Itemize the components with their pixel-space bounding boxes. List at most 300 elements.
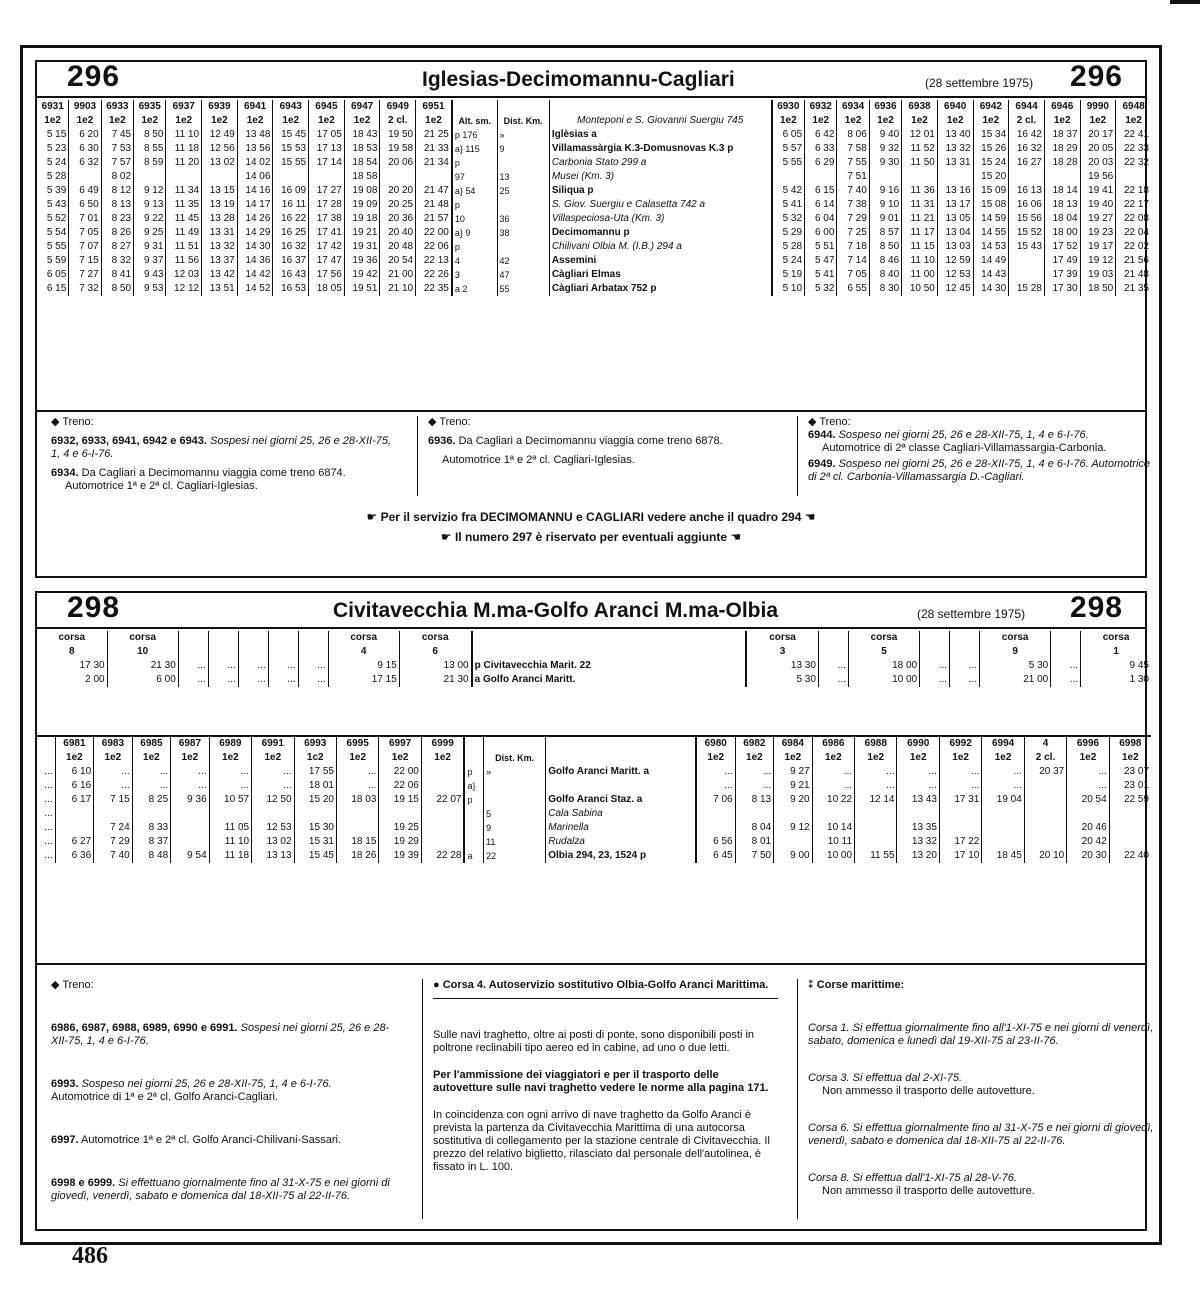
distance: »: [484, 765, 546, 779]
note-text: 6932, 6933, 6941, 6942 e 6943. Sospesi nei giorni 25, 26 e 28-XII-75, 1, 4 e 6-I-76.: [51, 435, 392, 460]
train-number: 6998: [1109, 736, 1151, 751]
timetable-row: [37, 807, 1151, 821]
time-cell: 21 57: [416, 212, 452, 226]
time-cell: 13 56: [237, 142, 273, 156]
time-cell: 12 53: [252, 821, 294, 835]
time-cell: 19 08: [344, 184, 380, 198]
time-cell: 12 50: [252, 793, 294, 807]
time-cell: 10 00: [848, 673, 919, 687]
time-cell: 20 42: [1067, 835, 1109, 849]
time-cell: 14 49: [973, 254, 1009, 268]
time-cell: ...: [1051, 673, 1081, 687]
time-cell: 9 20: [774, 793, 813, 807]
train-number: 6942: [973, 100, 1009, 114]
time-cell: 22 06: [379, 779, 421, 793]
table-date: (28 settembre 1975): [917, 607, 1026, 621]
time-cell: ...: [44, 766, 53, 777]
time-cell: 22 00: [416, 226, 452, 240]
time-cell: ...: [897, 779, 939, 793]
time-cell: 16 42: [1009, 128, 1045, 142]
table-header-298: [37, 593, 1145, 629]
corsa-number-row: [37, 645, 1151, 659]
timetable-row: [37, 198, 1151, 212]
time-cell: 7 58: [837, 142, 869, 156]
time-cell: 16 32: [1009, 142, 1045, 156]
note-text: Automotrice 1ª e 2ª cl. Cagliari-Iglesias.: [65, 480, 258, 492]
time-cell: ...: [855, 765, 897, 779]
time-cell: 13 02: [252, 835, 294, 849]
class-label: 1e2: [421, 751, 464, 765]
time-cell: 14 06: [237, 170, 273, 184]
notes-col-3: [797, 416, 1158, 496]
time-cell: 8 57: [869, 226, 901, 240]
time-cell: [869, 170, 901, 184]
time-cell: 11 21: [902, 212, 938, 226]
train-number: 6982: [735, 736, 774, 751]
time-cell: 19 17: [1080, 240, 1116, 254]
time-cell: 20 36: [380, 212, 416, 226]
note-text: 6936. Da Cagliari a Decimomannu viaggia come treno 6878.: [428, 435, 723, 447]
corsa-label: corsa: [328, 631, 399, 645]
time-cell: 15 56: [1009, 212, 1045, 226]
corsa-label: [238, 631, 268, 645]
timetable-row: [37, 226, 1151, 240]
time-cell: 7 06: [696, 793, 735, 807]
time-cell: [132, 807, 171, 821]
class-label: 2 cl.: [1024, 751, 1066, 765]
time-cell: 2 00: [85, 674, 105, 685]
time-cell: 14 42: [237, 268, 273, 282]
time-cell: 10 00: [812, 849, 854, 863]
time-cell: 18 54: [344, 156, 380, 170]
time-cell: 11 49: [166, 226, 202, 240]
time-cell: 8 32: [101, 254, 133, 268]
time-cell: ...: [94, 779, 133, 793]
time-cell: 16 53: [273, 282, 309, 296]
time-cell: ...: [171, 779, 210, 793]
time-cell: 12 45: [937, 282, 973, 296]
station-name: Villaspeciosa-Uta (Km. 3): [549, 212, 771, 226]
time-cell: 15 43: [1009, 240, 1045, 254]
note-text: 6944. Sospeso nei giorni 25, 26 e 28-XII-75, 1, 4 e 6-I-76.: [808, 429, 1089, 441]
time-cell: [416, 170, 452, 184]
station-header: [472, 645, 747, 659]
time-cell: 5 29: [772, 226, 805, 240]
note-text: Non ammesso il trasporto delle autovetture.: [822, 1185, 1035, 1197]
time-cell: 17 56: [309, 268, 345, 282]
time-cell: 10 50: [902, 282, 938, 296]
time-cell: 8 37: [132, 835, 171, 849]
corsa-number: [238, 645, 268, 659]
time-cell: 22 26: [416, 268, 452, 282]
station-header: [546, 751, 696, 765]
time-cell: 21 10: [380, 282, 416, 296]
time-cell: 12 12: [166, 282, 202, 296]
time-cell: [982, 835, 1024, 849]
time-cell: 6 55: [837, 282, 869, 296]
time-cell: 14 17: [237, 198, 273, 212]
time-cell: 10 11: [812, 835, 854, 849]
time-cell: 5 24: [772, 254, 805, 268]
time-cell: ...: [178, 659, 208, 673]
time-cell: 7 40: [94, 849, 133, 863]
time-cell: [1024, 821, 1066, 835]
time-cell: 19 41: [1080, 184, 1116, 198]
time-cell: 16 22: [273, 212, 309, 226]
table-number-right: 296: [1069, 60, 1123, 93]
corsa-number: 4: [328, 645, 399, 659]
time-cell: [805, 170, 837, 184]
train-number: 6943: [273, 100, 309, 114]
altitude: 10: [452, 212, 497, 226]
corsa-label: [920, 631, 950, 645]
class-label: 1e2: [132, 751, 171, 765]
time-cell: 18 14: [1044, 184, 1080, 198]
time-cell: 16 25: [273, 226, 309, 240]
time-cell: 5 41: [772, 198, 805, 212]
corsa-label: [298, 631, 328, 645]
time-cell: 20 05: [1080, 142, 1116, 156]
distance: 36: [497, 212, 549, 226]
class-label: 1e2: [805, 114, 837, 128]
time-cell: 14 29: [237, 226, 273, 240]
distance: [484, 779, 546, 793]
table-header-296: [37, 62, 1145, 98]
time-cell: 17 28: [309, 198, 345, 212]
class-label: 1e2: [209, 751, 251, 765]
train-number: 6932: [805, 100, 837, 114]
class-label: 1e2: [416, 114, 452, 128]
time-cell: [273, 170, 309, 184]
time-cell: 9 53: [134, 282, 166, 296]
time-cell: ...: [939, 765, 981, 779]
time-cell: 13 02: [202, 156, 238, 170]
class-label: 1e2: [735, 751, 774, 765]
time-cell: 21 48: [1116, 268, 1151, 282]
dist-header: [497, 100, 549, 114]
time-cell: 14 52: [237, 282, 273, 296]
time-cell: 9 10: [869, 198, 901, 212]
time-cell: 15 20: [294, 793, 336, 807]
time-cell: ...: [982, 765, 1024, 779]
time-cell: 22 13: [416, 254, 452, 268]
corsa-label: [268, 631, 298, 645]
time-cell: 7 05: [69, 226, 101, 240]
time-cell: 19 50: [380, 128, 416, 142]
time-cell: [94, 807, 133, 821]
class-label: 1e2: [855, 751, 897, 765]
time-cell: 21 00: [380, 268, 416, 282]
ship-row: [37, 673, 1151, 687]
altitude: a} 54: [452, 184, 497, 198]
time-cell: 17 52: [1044, 240, 1080, 254]
class-label: 1e2: [202, 114, 238, 128]
station-name: Càgliari Arbatax 752 p: [549, 282, 771, 296]
class-label: 1e2: [273, 114, 309, 128]
corsa-number: [268, 645, 298, 659]
class-label: 1e2: [973, 114, 1009, 128]
altitude: a} 9: [452, 226, 497, 240]
train-number: 6939: [202, 100, 238, 114]
ship-row: [37, 659, 1151, 673]
time-cell: 8 27: [101, 240, 133, 254]
time-cell: 15 55: [273, 156, 309, 170]
time-cell: ...: [132, 765, 171, 779]
time-cell: 21 00: [980, 673, 1051, 687]
time-cell: 15 31: [294, 835, 336, 849]
time-cell: 15 30: [294, 821, 336, 835]
time-cell: 7 05: [837, 268, 869, 282]
train-number: 6990: [897, 736, 939, 751]
train-number: 6941: [237, 100, 273, 114]
time-cell: 8 59: [134, 156, 166, 170]
time-cell: [1109, 821, 1151, 835]
time-cell: [774, 807, 813, 821]
class-label: 1e2: [696, 751, 735, 765]
time-cell: ...: [920, 673, 950, 687]
station-name: Musei (Km. 3): [549, 170, 771, 184]
time-cell: ...: [268, 659, 298, 673]
time-cell: [855, 807, 897, 821]
distance: [497, 240, 549, 254]
time-cell: 21 30: [399, 673, 471, 687]
time-cell: 5 23: [46, 143, 67, 154]
time-cell: 8 50: [134, 128, 166, 142]
train-number: 6999: [421, 736, 464, 751]
time-cell: 19 39: [379, 849, 421, 863]
time-cell: 5 41: [805, 268, 837, 282]
time-cell: 12 14: [855, 793, 897, 807]
time-cell: 5 59: [46, 255, 67, 266]
time-cell: 6 15: [805, 184, 837, 198]
time-cell: 7 51: [837, 170, 869, 184]
time-cell: 7 32: [69, 282, 101, 296]
time-cell: 5 51: [805, 240, 837, 254]
note-text: 6997. Automotrice 1ª e 2ª cl. Golfo Aranci-Chilivani-Sassari.: [51, 1134, 342, 1146]
time-cell: 22 18: [1116, 184, 1151, 198]
time-cell: 18 53: [344, 142, 380, 156]
time-cell: 12 59: [937, 254, 973, 268]
time-cell: ...: [252, 765, 294, 779]
time-cell: 5 10: [772, 282, 805, 296]
timetable-row: [37, 849, 1151, 863]
class-label: 1e2: [1044, 114, 1080, 128]
notes-298: [37, 963, 1154, 1231]
time-cell: 8 13: [101, 198, 133, 212]
class-label: 1e2: [237, 114, 273, 128]
time-cell: 8 50: [869, 240, 901, 254]
time-cell: [309, 170, 345, 184]
corsa-label: corsa: [58, 632, 86, 643]
class-label: 1e2: [897, 751, 939, 765]
train-number-row: [37, 736, 1151, 751]
class-label: 1e2: [1116, 114, 1151, 128]
time-cell: 6 27: [55, 835, 94, 849]
distance: [497, 156, 549, 170]
station-header: [472, 631, 747, 645]
time-cell: 18 00: [848, 659, 919, 673]
notes-col-3: [797, 979, 1158, 1219]
ship-station: p Civitavecchia Marit. 22: [472, 659, 747, 673]
corsa-label-row: [37, 631, 1151, 645]
time-cell: 6 32: [69, 156, 101, 170]
time-cell: 6 00: [805, 226, 837, 240]
time-cell: 6 14: [805, 198, 837, 212]
time-cell: 9 16: [869, 184, 901, 198]
table-title: Civitavecchia M.ma-Golfo Aranci M.ma-Olbia: [333, 599, 778, 622]
time-cell: 19 31: [344, 240, 380, 254]
time-cell: 15 09: [973, 184, 1009, 198]
corsa-label: [178, 631, 208, 645]
time-cell: 16 13: [1009, 184, 1045, 198]
time-cell: 17 55: [294, 765, 336, 779]
train-number: 6945: [309, 100, 345, 114]
time-cell: ...: [818, 659, 848, 673]
time-cell: 13 31: [937, 156, 973, 170]
time-cell: 19 51: [344, 282, 380, 296]
altitude: a 2: [452, 282, 497, 296]
time-cell: 15 45: [294, 849, 336, 863]
time-cell: 13 30: [746, 659, 818, 673]
time-cell: [1009, 254, 1045, 268]
note-text: Corsa 8. Si effettua dall'1-XI-75 al 28-V-76.: [808, 1172, 1017, 1184]
time-cell: 22 02: [1116, 240, 1151, 254]
train-number: 6991: [252, 736, 294, 751]
timetable-row: [37, 835, 1151, 849]
time-cell: [937, 170, 973, 184]
distance: 55: [497, 282, 549, 296]
time-cell: ...: [920, 659, 950, 673]
train-number: 6986: [812, 736, 854, 751]
time-cell: [1024, 835, 1066, 849]
time-cell: [55, 821, 94, 835]
time-cell: 22 35: [416, 282, 452, 296]
notes-296: [37, 410, 1151, 507]
note-text: Non ammesso il trasporto delle autovetture.: [822, 1085, 1035, 1097]
station-name: Cala Sabina: [546, 807, 696, 821]
train-number: 6938: [902, 100, 938, 114]
table-date: (28 settembre 1975): [925, 76, 1034, 90]
time-cell: 13 43: [897, 793, 939, 807]
time-cell: 6 45: [696, 849, 735, 863]
timetable-row: [37, 793, 1151, 807]
time-cell: 8 30: [869, 282, 901, 296]
time-cell: 11 36: [902, 184, 938, 198]
time-cell: 12 56: [202, 142, 238, 156]
time-cell: 20 54: [1067, 793, 1109, 807]
train-number: 6937: [166, 100, 202, 114]
note-head: ◆ Treno:: [428, 416, 471, 428]
note-text: In coincidenza con ogni arrivo di nave traghetto da Golfo Aranci è prevista la partenza da Civitavecchia Marittima di una autocorsa sostitutiva di collegamento per la stazione centrale di Civitavecchia. Il prezzo del relativo biglietto, rilasciato dal personale dell'autolinea, è fissato in L. 100.: [433, 1109, 770, 1173]
train-number: 6934: [837, 100, 869, 114]
time-cell: 11 52: [902, 142, 938, 156]
time-cell: 15 20: [973, 170, 1009, 184]
time-cell: 19 12: [1080, 254, 1116, 268]
time-cell: 9 30: [869, 156, 901, 170]
time-cell: ...: [696, 765, 735, 779]
time-cell: 13 51: [202, 282, 238, 296]
time-cell: 21 25: [416, 128, 452, 142]
time-cell: 17 41: [309, 226, 345, 240]
time-cell: 17 39: [1044, 268, 1080, 282]
time-cell: 16 06: [1009, 198, 1045, 212]
time-cell: 18 05: [309, 282, 345, 296]
time-cell: [294, 807, 336, 821]
time-cell: 6 56: [696, 835, 735, 849]
time-cell: 8 04: [735, 821, 774, 835]
time-cell: 7 27: [69, 268, 101, 282]
time-cell: 17 10: [939, 849, 981, 863]
time-cell: 20 06: [380, 156, 416, 170]
time-cell: ...: [982, 779, 1024, 793]
time-cell: ...: [1051, 659, 1081, 673]
time-cell: 17 30: [1044, 282, 1080, 296]
time-cell: ...: [44, 850, 53, 861]
spacer: [37, 736, 55, 751]
time-cell: 11 55: [855, 849, 897, 863]
timetable-298: [35, 591, 1154, 1231]
time-cell: 18 37: [1044, 128, 1080, 142]
time-cell: 16 11: [273, 198, 309, 212]
time-cell: [421, 821, 464, 835]
timetable-row: [37, 821, 1151, 835]
time-cell: [1024, 807, 1066, 821]
time-cell: 11 00: [902, 268, 938, 282]
time-cell: 13 37: [202, 254, 238, 268]
time-cell: 5 43: [46, 199, 67, 210]
time-cell: 14 30: [973, 282, 1009, 296]
time-cell: 19 29: [379, 835, 421, 849]
time-cell: 5 28: [46, 171, 67, 182]
time-cell: 22 40: [1109, 849, 1151, 863]
time-cell: 8 50: [101, 282, 133, 296]
corsa-label: corsa: [980, 631, 1051, 645]
time-cell: 22 07: [421, 793, 464, 807]
time-cell: 13 13: [252, 849, 294, 863]
altitude: a}: [464, 779, 483, 793]
time-cell: 15 08: [973, 198, 1009, 212]
time-cell: 7 38: [837, 198, 869, 212]
time-cell: ...: [252, 779, 294, 793]
altitude: p 176: [452, 128, 497, 142]
corsa-number: 10: [107, 645, 178, 659]
time-cell: 6 04: [805, 212, 837, 226]
spacer-row: [37, 687, 1151, 701]
time-cell: 17 22: [939, 835, 981, 849]
time-cell: 13 31: [202, 226, 238, 240]
class-label: 1e2: [336, 751, 378, 765]
time-cell: 6 30: [69, 142, 101, 156]
class-label: 1e2: [837, 114, 869, 128]
time-cell: 9 54: [171, 849, 210, 863]
time-cell: 19 15: [379, 793, 421, 807]
time-cell: 6 49: [69, 184, 101, 198]
time-cell: [939, 807, 981, 821]
class-label: 1e2: [812, 751, 854, 765]
time-cell: 6 50: [69, 198, 101, 212]
time-cell: 13 17: [937, 198, 973, 212]
timetable-row: [37, 779, 1151, 793]
time-cell: 17 14: [309, 156, 345, 170]
time-cell: 5 47: [805, 254, 837, 268]
route-note: Monteponi e S. Giovanni Suergiu 745: [549, 114, 771, 128]
time-cell: 13 42: [202, 268, 238, 282]
train-number: 6994: [982, 736, 1024, 751]
train-number: 6930: [772, 100, 805, 114]
time-cell: 22 28: [421, 849, 464, 863]
time-cell: 18 28: [1044, 156, 1080, 170]
time-cell: 19 04: [982, 793, 1024, 807]
